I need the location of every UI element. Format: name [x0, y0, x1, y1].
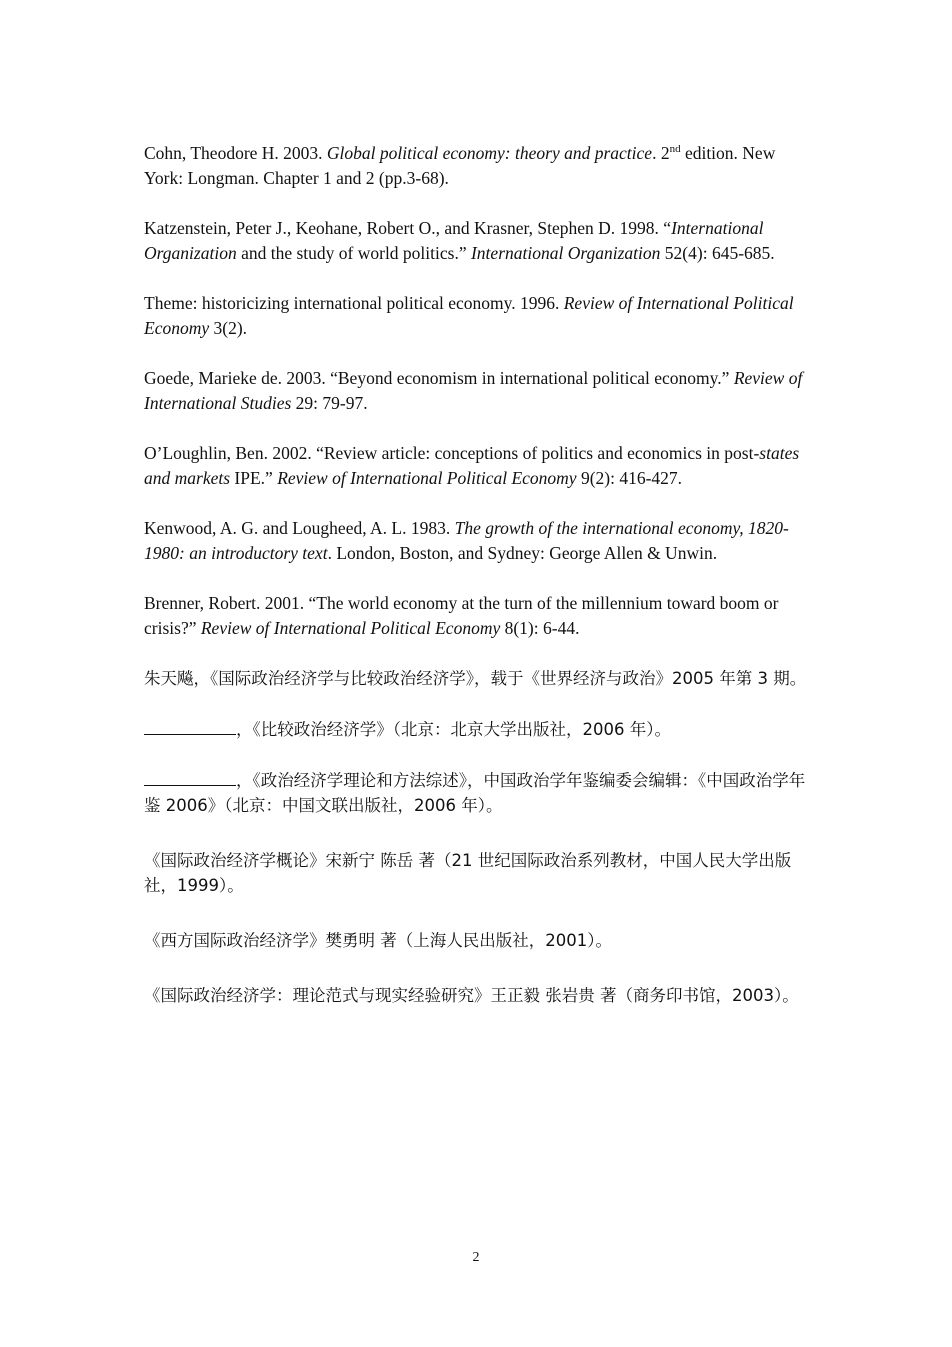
- chinese-reference-entry: [144, 983, 814, 1008]
- page-number: 2: [472, 1250, 480, 1265]
- reference-text: O’Loughlin, Ben. 2002. “Review article: conceptions of politics and economics in post-: [144, 443, 760, 463]
- reference-text: 8(1): 6-44.: [500, 618, 580, 638]
- reference-italic-text: Review of International Political Economy: [144, 293, 794, 338]
- reference-text: 3(2).: [209, 318, 248, 338]
- english-references: [144, 141, 814, 641]
- reference-text: ，《政治经济学理论和方法综述》，中国政治学年鉴编委会编辑：《中国政治学年鉴 2006》（北京：中国文联出版社，2006 年）。: [144, 771, 806, 815]
- reference-italic-text: Review of International Political Economy: [277, 468, 577, 488]
- reference-text: Goede, Marieke de. 2003. “Beyond economism in international political economy.”: [144, 368, 734, 388]
- reference-italic-text: Global political economy: theory and practice: [326, 143, 653, 163]
- reference-entry: [144, 366, 814, 416]
- reference-text: Cohn, Theodore H. 2003.: [144, 143, 327, 163]
- reference-text: and the study of world politics.”: [236, 243, 471, 263]
- reference-italic-text: states and markets: [144, 443, 800, 488]
- reference-entry: [144, 591, 814, 641]
- reference-text: 52(4): 645-685.: [660, 243, 775, 263]
- author-placeholder-line: [144, 767, 236, 786]
- reference-italic-text: Review of International Political Economy: [200, 618, 501, 638]
- reference-text: . 2: [652, 143, 670, 163]
- reference-text: 9(2): 416-427.: [576, 468, 683, 488]
- reference-text: 《国际政治经济学：理论范式与现实经验研究》王正毅 张岩贵 著（商务印书馆，2003）。: [144, 986, 799, 1005]
- reference-text: IPE.”: [230, 468, 278, 488]
- reference-italic-text: International Organization: [470, 243, 661, 263]
- reference-text: nd: [669, 143, 681, 156]
- chinese-reference-entry: [144, 928, 814, 953]
- reference-entry: [144, 441, 814, 491]
- reference-text: 《国际政治经济学概论》宋新宁 陈岳 著（21 世纪国际政治系列教材，中国人民大学出版社，1999）。: [144, 851, 792, 895]
- reference-text: Theme: historicizing international political economy. 1996.: [144, 293, 564, 313]
- reference-italic-text: International Organization: [144, 218, 764, 263]
- reference-entry: [144, 141, 814, 191]
- reference-text: 29: 79-97.: [291, 393, 368, 413]
- chinese-reference-entry: [144, 848, 814, 898]
- chinese-reference-entry: [144, 716, 814, 742]
- reference-text: Katzenstein, Peter J., Keohane, Robert O., and Krasner, Stephen D. 1998. “: [144, 218, 672, 238]
- reference-text: 《西方国际政治经济学》樊勇明 著（上海人民出版社，2001）。: [144, 931, 612, 950]
- reference-text: edition. New York: Longman. Chapter 1 and 2 (pp.3-68).: [144, 143, 776, 188]
- reference-text: 朱天飚，《国际政治经济学与比较政治经济学》，载于《世界经济与政治》2005 年第 3 期。: [144, 669, 807, 688]
- reference-entry: [144, 216, 814, 266]
- reference-text: . London, Boston, and Sydney: George Allen & Unwin.: [327, 543, 718, 563]
- reference-list: [144, 141, 814, 1038]
- reference-italic-text: Review of International Studies: [144, 368, 803, 413]
- reference-text: Kenwood, A. G. and Lougheed, A. L. 1983.: [144, 518, 455, 538]
- reference-entry: [144, 516, 814, 566]
- chinese-references: [144, 666, 814, 1008]
- author-placeholder-line: [144, 716, 236, 735]
- reference-text: ，《比较政治经济学》（北京：北京大学出版社，2006 年）。: [236, 720, 671, 739]
- chinese-reference-entry: [144, 767, 814, 818]
- reference-italic-text: The growth of the international economy, 1820-1980: an introductory text: [144, 518, 789, 563]
- chinese-reference-entry: [144, 666, 814, 691]
- reference-text: Brenner, Robert. 2001. “The world economy at the turn of the millennium toward boom or crisis?”: [144, 593, 779, 638]
- reference-entry: [144, 291, 814, 341]
